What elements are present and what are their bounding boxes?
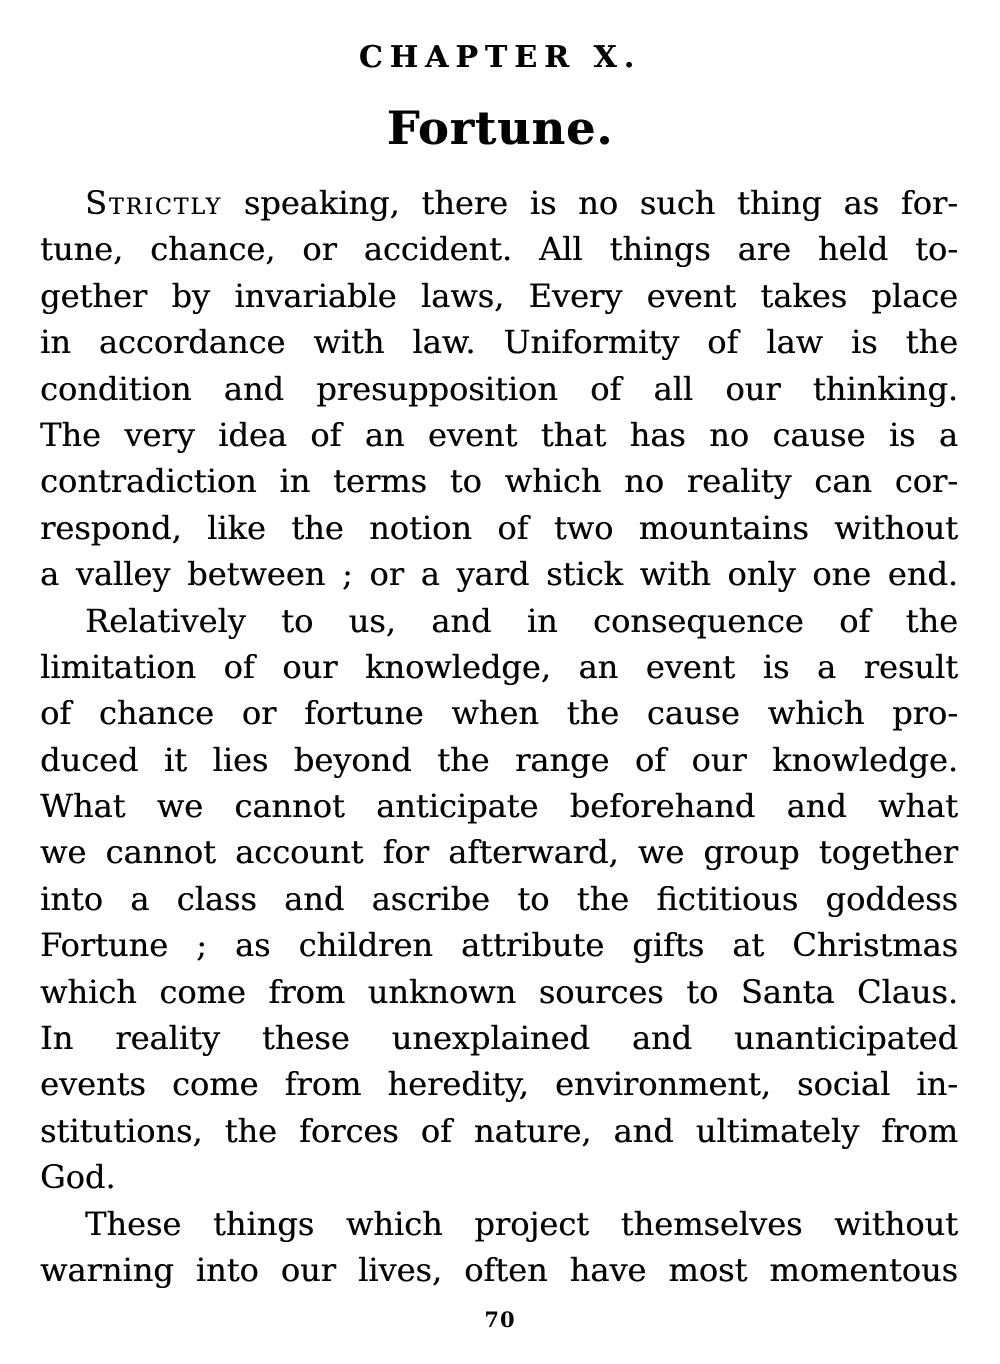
page-number: 70: [484, 1307, 516, 1333]
text-line: events come from heredity, environment, social in-: [40, 1065, 958, 1104]
text-line: The very idea of an event that has no cause is a: [40, 415, 958, 454]
text-line: we cannot account for afterward, we group together: [40, 833, 958, 872]
text-line: gether by invariable laws, Every event takes place: [40, 276, 958, 315]
text-line: Strictly speaking, there is no such thing as for-: [85, 184, 958, 222]
chapter-title: Fortune.: [386, 101, 614, 155]
text-line: warning into our lives, often have most momentous: [40, 1250, 958, 1289]
text-line: of chance or fortune when the cause which pro-: [40, 694, 958, 733]
text-line: God.: [40, 1158, 116, 1197]
text-line: limitation of our knowledge, an event is a result: [40, 647, 958, 686]
text-line: condition and presupposition of all our thinking.: [40, 369, 958, 408]
text-line: respond, like the notion of two mountains without: [40, 508, 958, 547]
text-line: Fortune ; as children attribute gifts at Christmas: [40, 926, 958, 965]
text-line: In reality these unexplained and unanticipated: [40, 1019, 958, 1058]
text-line: contradiction in terms to which no reality can cor-: [40, 462, 958, 501]
text-line: stitutions, the forces of nature, and ultimately from: [40, 1111, 958, 1150]
text-line: into a class and ascribe to the fictitious goddess: [40, 879, 958, 918]
chapter-heading: CHAPTER X.: [358, 40, 642, 75]
text-line: in accordance with law. Uniformity of law is the: [40, 323, 958, 362]
text-line: What we cannot anticipate beforehand and what: [40, 787, 958, 826]
text-line: a valley between ; or a yard stick with only one end.: [40, 555, 958, 594]
text-line: tune, chance, or accident. All things are held to-: [40, 230, 958, 269]
text-line: duced it lies beyond the range of our knowledge.: [40, 740, 958, 779]
small-caps-word: Strictly: [85, 184, 223, 222]
text-line: which come from unknown sources to Santa Claus.: [40, 972, 958, 1011]
body-text: [40, 180, 958, 1293]
text-line: Relatively to us, and in consequence of the: [85, 601, 958, 640]
text-line: These things which project themselves without: [85, 1204, 958, 1243]
